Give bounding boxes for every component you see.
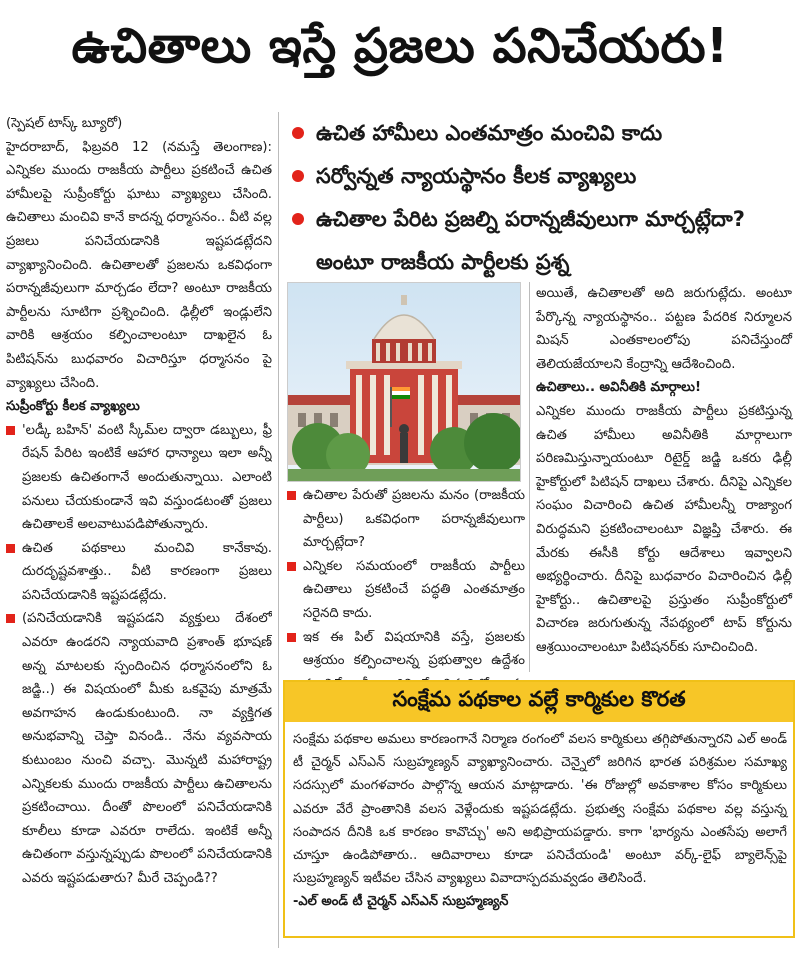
right-subhead: ఉచితాలు.. అవినీతికి మార్గాలు!	[536, 380, 702, 396]
red-square-bullet-icon	[287, 633, 296, 642]
right-paragraph: అయితే, ఉచితాలతో అది జరుగుట్లేదు. అంటూ పేర్కొన్న న్యాయస్థానం.. పట్టణ పేదరిక నిర్మూలన మిషన్ ఎంతకాలంలోపు పనిచేస్తుందో తెలియజేయాలని కేంద్రాన్ని ఆదేశించింది.	[536, 286, 792, 372]
list-item-text: (పనిచేయడానికి ఇష్టపడని వ్యక్తులు దేశంలో ఎవరూ ఉండరని న్యాయవాది ప్రశాంత్ భూషణ్ అన్న మాటలకు స్పందించిన ధర్మాసనంలోని ఓ జడ్జి..) ఈ విషయంలో మీకు ఒకవైపు మాత్రమే అవగాహన ఉండుకుంటుంది. నా వ్యక్తిగత అనుభవాన్ని చెప్తా వినండి.. నేను వ్యవసాయ కుటుంబం నుంచి వచ్చా. మొన్నటి మహారాష్ట్ర ఎన్నికలకు ముందు రాజకీయ పార్టీలు ఉచితాలను ప్రకటించాయి. దీంతో పొలంలో పనిచేయడానికి కూలీలు కూడా ఎవరూ రాలేదు. ఇంటికే అన్నీ ఉచితంగా వస్తున్నప్పుడు పొలంలో పనిచేయడానికి ఎవరు ఇష్టపడుతారు? మీరే చెప్పండి??	[22, 611, 272, 886]
byline: (స్పెషల్ టాస్క్ బ్యూరో)	[6, 116, 123, 131]
highlight-item	[286, 198, 796, 284]
column-divider	[529, 282, 530, 672]
red-square-bullet-icon	[287, 491, 296, 500]
list-item	[6, 419, 272, 537]
red-dot-bullet-icon	[292, 170, 304, 182]
red-square-bullet-icon	[6, 614, 15, 623]
red-dot-bullet-icon	[292, 127, 304, 139]
highlight-bullets	[286, 112, 796, 284]
intro-paragraph	[6, 136, 272, 396]
highlight-text: ఉచిత హామీలు ఎంతమాత్రం మంచివి కాదు	[316, 121, 663, 145]
highlight-item	[286, 112, 796, 155]
right-paragraph: ఎన్నికల ముందు రాజకీయ పార్టీలు ప్రకటిస్తున్న ఉచిత హామీలు అవినీతికి మార్గాలుగా పరిణమిస్తున్నాయంటూ రిటైర్డ్ జడ్జి ఒకరు ఢిల్లీ హైకోర్టులో పిటిషన్ దాఖలు చేశారు. దీనిపై ఎన్నికల సంఘం విచారించి ఉచిత హామీలన్నీ రాజ్యాంగ విరుద్ధమని ప్రకటించాలంటూ విజ్ఞప్తి చేశారు. ఈ మేరకు ఈసీకి కోర్టు ఆదేశాలు ఇవ్వాలని అభ్యర్థించారు. దీనిపై బుధవారం విచారించిన ఢిల్లీ హైకోర్టు.. ఉచితాలపై ప్రస్తుతం సుప్రీంకోర్టులో విచారణ జరుగుతున్న నేపథ్యంలో టాప్ కోర్టును ఆశ్రయించాలంటూ పిటిషనర్‌కు సూచించింది.	[536, 403, 792, 655]
red-square-bullet-icon	[287, 562, 296, 571]
red-dot-bullet-icon	[292, 213, 304, 225]
supreme-court-photo	[287, 282, 521, 482]
column-divider	[278, 112, 279, 948]
intro-text: ఎన్నికల ముందు రాజకీయ పార్టీలు ప్రకటించే ఉచిత హామీలపై సుప్రీంకోర్టు ఘాటు వ్యాఖ్యలు చేసింది. ఉచితాలు మంచివి కానే కాదన్న ధర్మాసనం.. వీటి వల్ల ప్రజలు పనిచేయడానికి ఇష్టపడట్లేదని వ్యాఖ్యానించింది. ఉచితాలతో ప్రజలను ఒకవిధంగా పరాన్నజీవులుగా మార్చడం లేదా? అంటూ రాజకీయ పార్టీలను సూటిగా ప్రశ్నించింది. ఢిల్లీలో ఇండ్లులేని వారికి ఆశ్రయం కల్పించాలంటూ దాఖలైన ఓ పిటిషన్‌ను బుధవారం విచారిస్తూ ధర్మాసనం పై వ్యాఖ్యలు చేసింది.	[6, 163, 272, 391]
left-subhead: సుప్రీంకోర్టు కీలక వ్యాఖ్యలు	[6, 399, 140, 415]
list-item-text: 'లడ్కీ బహిన్' వంటి స్కీమ్‌ల ద్వారా డబ్బులు, ఫ్రీ రేషన్ పేరిట ఇంటికే ఆహార ధాన్యాలు ఇలా అన్నీ ప్రజలకు ఉచితంగానే అందుతున్నాయి. ఎలాంటి పనులు చేయకుండానే ఇవి వస్తుండటంతో ప్రజలు ఉచితాలకే అలవాటుపడిపోతున్నారు.	[22, 422, 272, 533]
list-item-text: ఎన్నికల సమయంలో రాజకీయ పార్టీలు ఉచితాలు ప్రకటించే పద్ధతి ఎంతమాత్రం సరైనది కాదు.	[303, 558, 525, 621]
list-item	[287, 555, 525, 626]
dateline: హైదరాబాద్, ఫిబ్రవరి 12 (నమస్తే తెలంగాణ):	[6, 139, 272, 155]
list-item	[6, 537, 272, 608]
red-square-bullet-icon	[6, 426, 15, 435]
list-item	[6, 607, 272, 890]
supreme-court-building-icon	[288, 283, 520, 481]
right-column	[536, 282, 792, 660]
list-item-text: ఇక ఈ పిల్ విషయానికి వస్తే, ప్రజలకు ఆశ్రయం కల్పించాలన్న ప్రభుత్వాల ఉద్దేశం	[303, 629, 525, 669]
boxed-story-title: సంక్షేమ పథకాల వల్లే కార్మికుల కొరత	[285, 682, 793, 722]
list-item	[287, 484, 525, 555]
boxed-story	[283, 680, 795, 938]
boxed-story-signature: -ఎల్ అండ్ టీ చైర్మన్ ఎస్ఎన్ సుబ్రహ్మణ్యన్	[293, 894, 509, 910]
list-item-text: ఉచిత పథకాలు మంచివి కానేకావు. దురదృష్టవశాత్తు.. వీటి కారణంగా ప్రజలు పనిచేయడానికి ఇష్టపడట్లేదు.	[22, 540, 272, 603]
highlight-item	[286, 155, 796, 198]
list-item-text: ఉచితాల పేరుతో ప్రజలను మనం (రాజకీయ పార్టీలు) ఒకవిధంగా పరాన్నజీవులుగా మార్చట్లేదా?	[303, 488, 525, 551]
highlight-text: ఉచితాల పేరిట ప్రజల్ని పరాన్నజీవులుగా మార్చట్లేదా? అంటూ రాజకీయ పార్టీలకు ప్రశ్న	[316, 207, 745, 274]
boxed-story-text: సంక్షేమ పథకాల అమలు కారణంగానే నిర్మాణ రంగంలో వలస కార్మికులు తగ్గిపోతున్నారని ఎల్ అండ్ టీ చైర్మన్ ఎస్ఎన్ సుబ్రహ్మణ్యన్ వ్యాఖ్యానించారు. చెన్నైలో జరిగిన భారత పరిశ్రమల సమాఖ్య సదస్సులో మంగళవారం పాల్గొన్న ఆయన మాట్లాడారు. 'ఈ రోజుల్లో అవకాశాల కోసం కార్మికులు ఎవరూ వేరే ప్రాంతానికి వలస వెళ్లేందుకు ఇష్టపడట్లేదు. ప్రభుత్వ సంక్షేమ పథకాల వల్ల వస్తున్న సంపాదన దీనికి ఒక కారణం కావొచ్చు' అని అభిప్రాయపడ్డారు. కాగా 'భార్యను ఎంతసేపు అలాగే చూస్తూ ఉండిపోతారు.. ఆదివారాలు కూడా పనిచేయండి' అంటూ వర్క్-లైఫ్ బ్యాలెన్స్‌పై సుబ్రహ్మణ్యన్ ఇటీవల చేసిన వ్యాఖ్యలు వివాదాస్పదమవ్వడం తెలిసిందే.	[293, 732, 787, 887]
left-column	[6, 112, 272, 948]
boxed-story-body	[293, 728, 787, 914]
headline: ఉచితాలు ఇస్తే ప్రజలు పనిచేయరు!	[71, 18, 729, 74]
red-square-bullet-icon	[6, 544, 15, 553]
highlight-text: సర్వోన్నత న్యాయస్థానం కీలక వ్యాఖ్యలు	[316, 164, 637, 188]
